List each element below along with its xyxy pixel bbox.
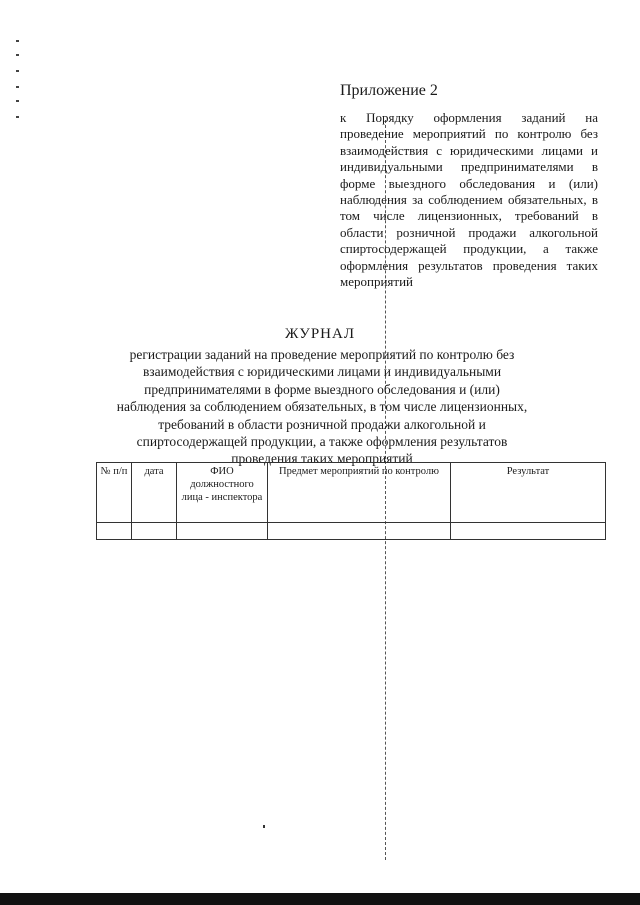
scan-speck [263, 825, 265, 828]
table-cell [132, 523, 177, 540]
table-cell [451, 523, 606, 540]
scan-edge-bottom [0, 893, 640, 905]
header-subject: Предмет мероприятий по контролю [268, 463, 451, 523]
header-result: Результат [451, 463, 606, 523]
table-header-row [97, 463, 606, 523]
scan-margin-marks [16, 40, 22, 120]
header-inspector: ФИО должностного лица - инспектора [177, 463, 268, 523]
header-number: № п/п [97, 463, 132, 523]
registration-table [96, 462, 606, 540]
annex-reference-text: к Порядку оформления заданий на проведение мероприятий по контролю без взаимодействия с юридическими лицами и индивидуальными предпринимателями в форме выездного обследования и (или) наблюдения за соблюдением обязательных, в том числе лицензионных, требований в области розничной продажи алкогольной спиртосодержащей продукции, а также оформления результатов проведения таких мероприятий [340, 110, 598, 290]
table-row [97, 523, 606, 540]
table-cell [177, 523, 268, 540]
header-date: дата [132, 463, 177, 523]
journal-title: ЖУРНАЛ [284, 326, 356, 342]
journal-subtitle: регистрации заданий на проведение мероприятий по контролю без взаимодействия с юридическими лицами и индивидуальными предпринимателями в форме выездного обследования и (или) наблюдения за соблюдением обязательных, в том числе лицензионных, требований в области розничной продажи алкогольной и спиртосодержащей продукции, а также оформления результатов проведения таких мероприятий [116, 347, 528, 467]
table-cell [268, 523, 451, 540]
annex-title: Приложение 2 [340, 82, 438, 99]
table-cell [97, 523, 132, 540]
